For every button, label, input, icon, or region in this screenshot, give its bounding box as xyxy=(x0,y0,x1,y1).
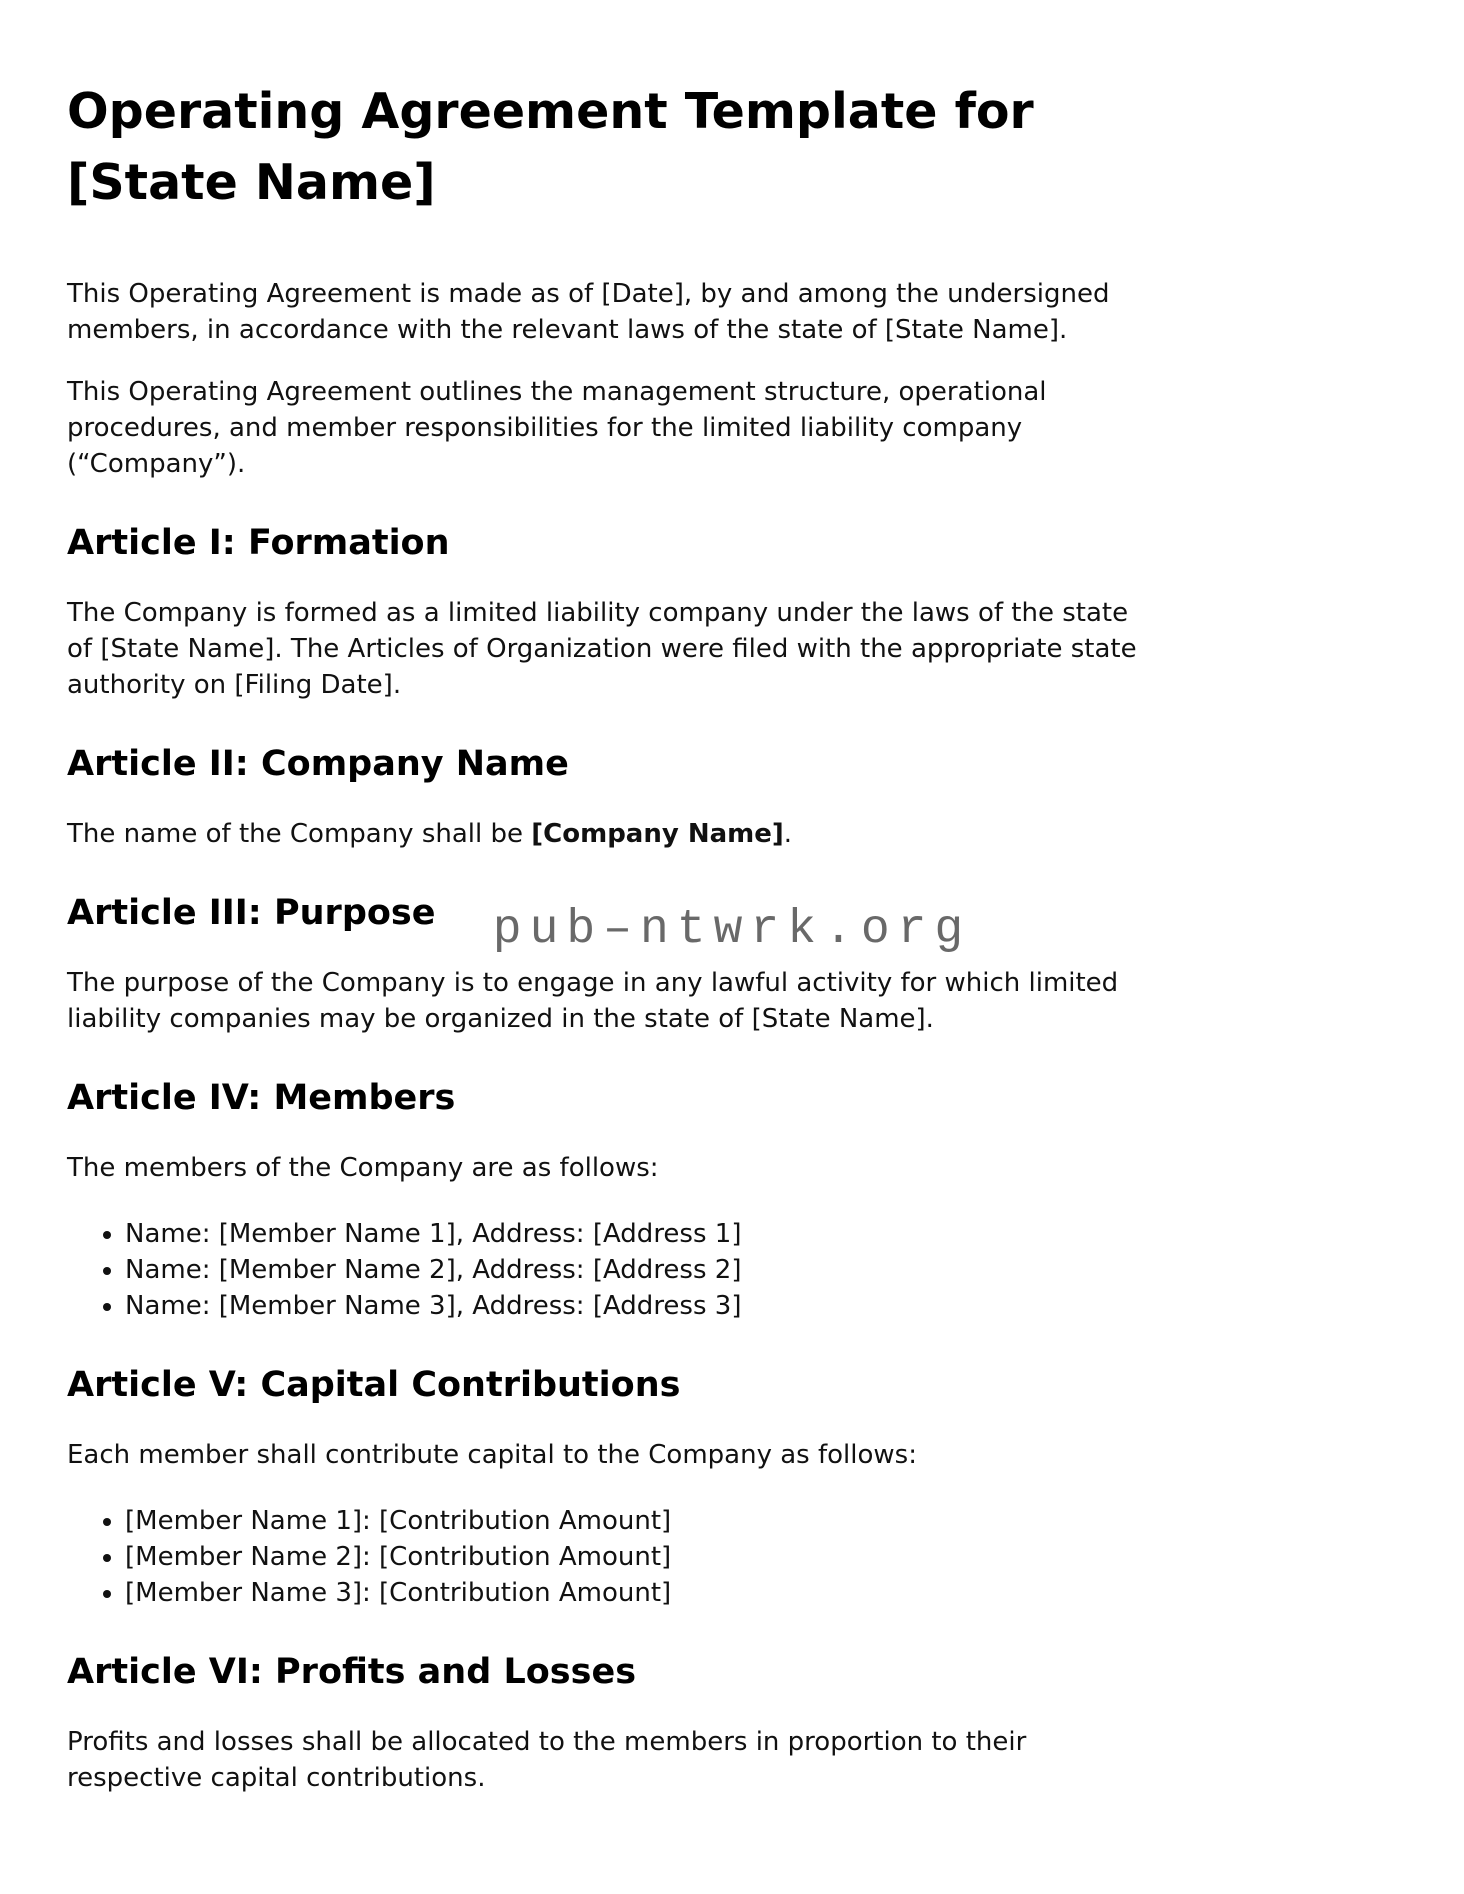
article-2-heading: Article II: Company Name xyxy=(67,744,569,784)
list-item: • Name: [Member Name 3], Address: [Address 3] xyxy=(125,1288,1097,1324)
article-1-heading: Article I: Formation xyxy=(67,523,450,563)
article-3-body: The purpose of the Company is to engage in any lawful activity for which limited liability companies may be organized in the state of [State Name]. xyxy=(67,968,1119,1034)
article-2-body-suffix: . xyxy=(783,819,793,849)
article-6-body: Profits and losses shall be allocated to the members in proportion to their respective capital contributions. xyxy=(67,1727,1027,1793)
article-1-body: The Company is formed as a limited liability company under the laws of the state of [State Name]. The Articles of Organization were filed with the appropriate state authority on [Filing Date]. xyxy=(67,598,1137,700)
section-article-1 xyxy=(67,518,1155,703)
members-list xyxy=(67,1216,1097,1324)
section-article-3 xyxy=(67,888,1155,1037)
watermark-text: pub–ntwrk.org xyxy=(492,903,972,957)
section-article-4 xyxy=(67,1073,1155,1324)
list-item: • Name: [Member Name 1], Address: [Address 1] xyxy=(125,1216,1097,1252)
list-item: • [Member Name 2]: [Contribution Amount] xyxy=(125,1539,1097,1575)
intro-paragraph-2: This Operating Agreement outlines the management structure, operational procedures, and member responsibilities for the limited liability company (“Company”). xyxy=(67,377,1047,479)
company-name-placeholder: [Company Name] xyxy=(531,819,784,849)
section-article-6 xyxy=(67,1647,1155,1796)
section-article-2 xyxy=(67,739,1155,852)
list-item: • Name: [Member Name 2], Address: [Address 2] xyxy=(125,1252,1097,1288)
article-4-body: The members of the Company are as follows: xyxy=(67,1153,659,1183)
list-item: • [Member Name 1]: [Contribution Amount] xyxy=(125,1503,1097,1539)
section-article-5 xyxy=(67,1360,1155,1611)
article-2-body xyxy=(67,816,1155,852)
article-5-body: Each member shall contribute capital to the Company as follows: xyxy=(67,1440,917,1470)
article-4-heading: Article IV: Members xyxy=(67,1078,456,1118)
article-2-body-prefix: The name of the Company shall be xyxy=(67,819,532,849)
article-6-heading: Article VI: Profits and Losses xyxy=(67,1652,637,1692)
document-title: Operating Agreement Template for [State Name] xyxy=(67,83,1034,211)
contributions-list xyxy=(67,1503,1097,1611)
article-5-heading: Article V: Capital Contributions xyxy=(67,1365,681,1405)
intro-paragraph-1: This Operating Agreement is made as of [Date], by and among the undersigned members, in accordance with the relevant laws of the state of [State Name]. xyxy=(67,279,1110,345)
list-item: • [Member Name 3]: [Contribution Amount] xyxy=(125,1575,1097,1611)
article-3-heading: Article III: Purpose xyxy=(67,893,436,933)
